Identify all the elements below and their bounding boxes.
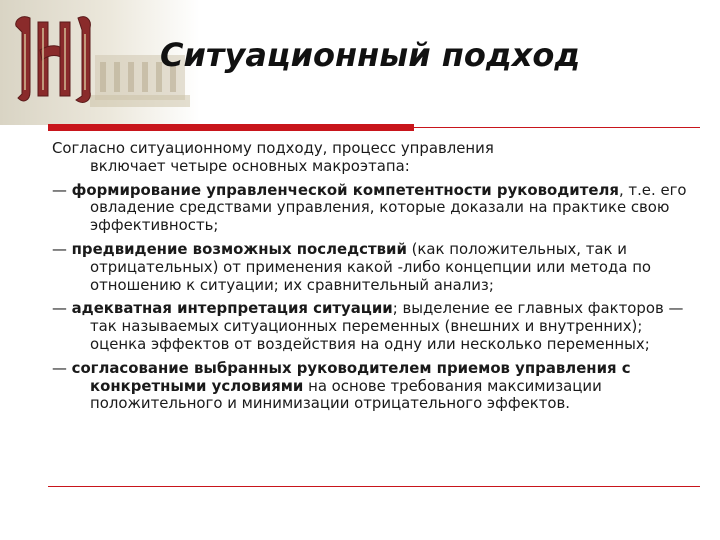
title-underline-line <box>414 127 700 128</box>
item-bold-text: согласование выбранных руководителем приемов управления с конкретными условиями <box>71 358 631 395</box>
title-underline-bar <box>48 124 414 131</box>
intro-line-2: включает четыре основных макроэтапа: <box>90 156 410 175</box>
intro-paragraph <box>52 140 702 176</box>
item-bold-text: адекватная интерпретация ситуации <box>71 299 393 318</box>
slide-body <box>52 140 702 419</box>
item-text: на основе требования максимизации положительного и минимизации отрицательного эффектов. <box>90 376 602 413</box>
list-item <box>52 182 702 235</box>
item-text: , т.е. его овладение средствами управления, которые доказали на практике свою эффективность; <box>90 180 687 235</box>
list-item <box>52 241 702 294</box>
item-text: ; выделение ее главных факторов — так называемых ситуационных переменных (внешних и внутренних); оценка эффектов от воздействия на одну или несколько переменных; <box>90 299 684 353</box>
intro-line-1: Согласно ситуационному подходу, процесс управления <box>52 139 494 157</box>
footer-divider <box>48 486 700 487</box>
list-item <box>52 360 702 413</box>
item-bold-text: предвидение возможных последствий <box>71 239 407 258</box>
item-text: (как положительных, так и отрицательных) от применения какой -либо концепции или метода по отношению к ситуации; их сравнительный анализ; <box>90 239 652 294</box>
page-title: Ситуационный подход <box>160 36 581 74</box>
item-dash: — <box>52 180 72 199</box>
item-bold-text: формирование управленческой компетентности руководителя <box>71 180 619 199</box>
item-dash: — <box>52 299 72 318</box>
list-item <box>52 300 702 353</box>
item-dash: — <box>52 358 72 377</box>
item-dash: — <box>52 239 72 258</box>
